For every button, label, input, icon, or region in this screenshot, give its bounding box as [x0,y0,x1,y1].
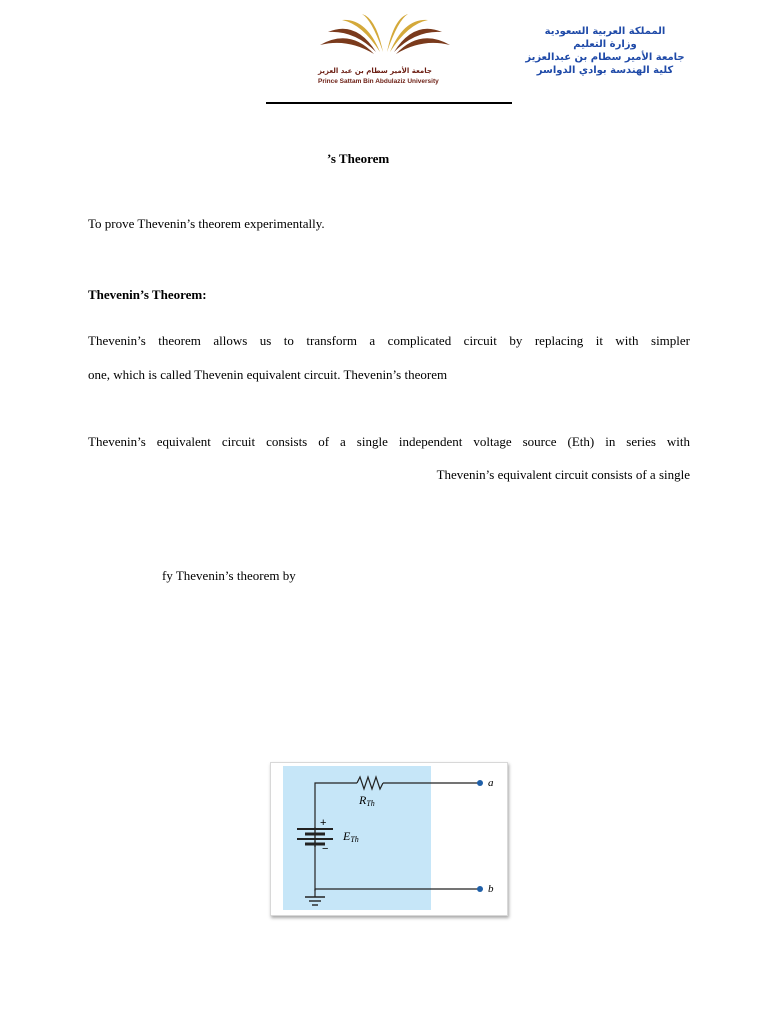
terminal-a-dot [477,780,483,786]
header-divider [266,102,512,104]
arabic-header [520,25,690,77]
resistor-label: RTh [359,793,375,808]
logo-text-arabic: جامعة الأمير سطام بن عبد العزيز [318,67,432,75]
arabic-line-ministry: وزارة التعليم [573,39,637,50]
thevenin-circuit-figure [270,762,508,916]
section-heading: Thevenin’s Theorem: [88,287,207,302]
terminal-b-label: b [488,883,494,895]
source-label: ETh [343,829,359,844]
paragraph-1-line-1: Thevenin’s theorem allows us to transform a complicated circuit by replacing it with simpler [88,333,690,348]
arabic-line-university: جامعة الأمير سطام بن عبدالعزيز [525,52,685,63]
paragraph-2-line-2: Thevenin’s equivalent circuit consists of a single [436,467,690,482]
paragraph-1-line-2: one, which is called Thevenin equivalent circuit. Thevenin’s theorem [88,367,448,382]
terminal-a-label: a [488,777,494,789]
document-title: ’s Theorem [327,151,390,166]
plus-sign: + [320,817,327,829]
arabic-line-country: المملكة العربية السعودية [544,26,666,37]
terminal-b-dot [477,886,483,892]
arabic-line-college: كلية الهندسة بوادي الدواسر [536,65,674,76]
objective-text: To prove Thevenin’s theorem experimentally. [88,216,325,231]
paragraph-3: fy Thevenin’s theorem by [162,568,296,583]
logo-text-english: Prince Sattam Bin Abdulaziz University [318,78,439,85]
minus-sign: − [322,843,329,855]
paragraph-2-line-1: Thevenin’s equivalent circuit consists of a single independent voltage source (Eth) in series with [88,434,690,449]
